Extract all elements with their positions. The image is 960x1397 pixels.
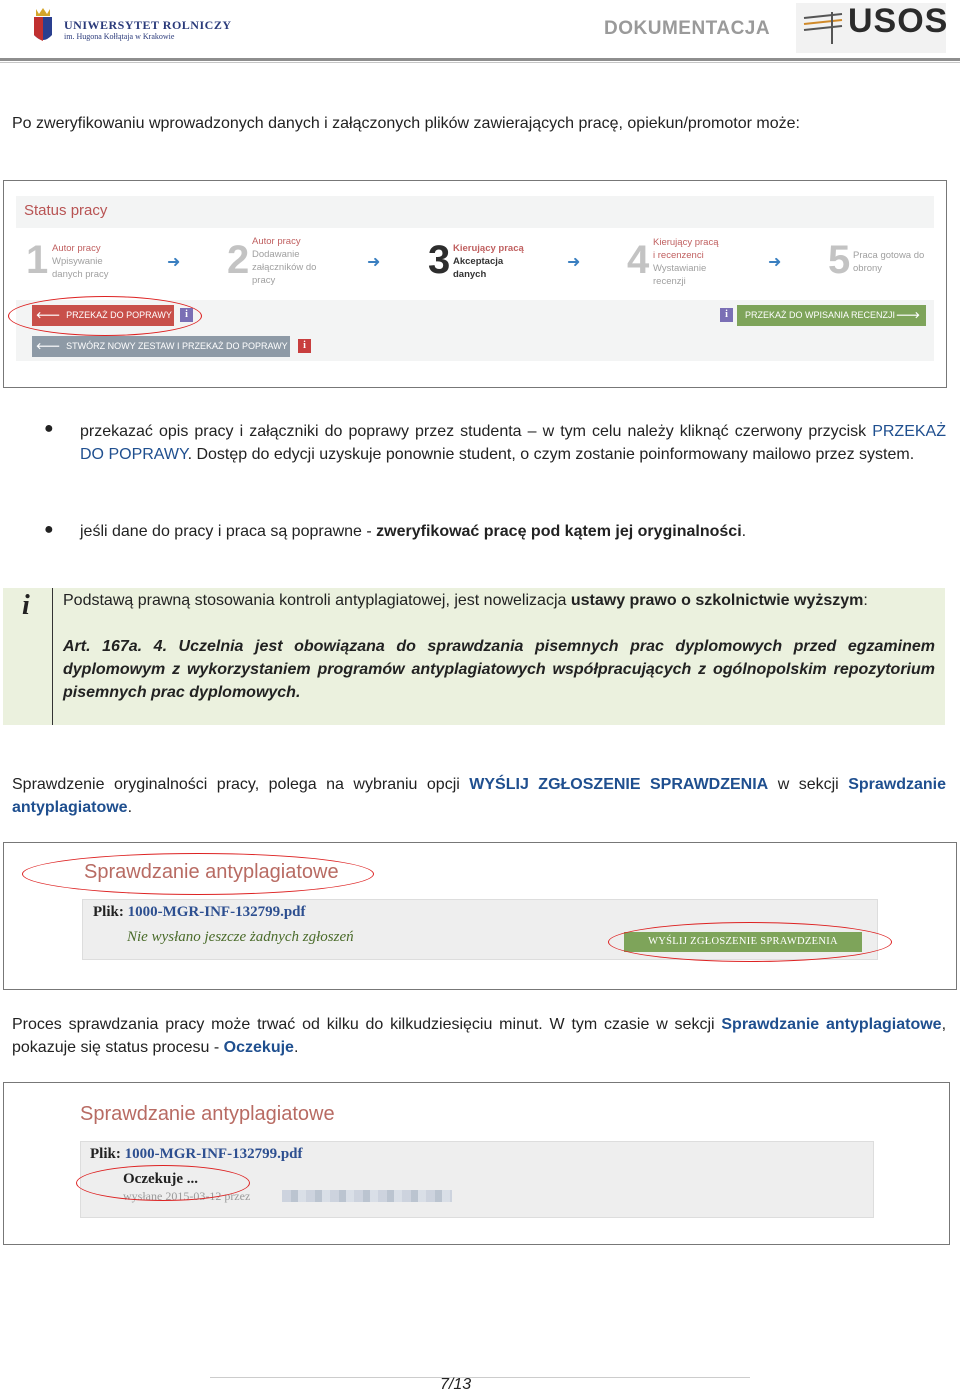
- bullet-verify-text: jeśli dane do pracy i praca są poprawne - zweryfikować pracę pod kątem jej oryginalności.: [80, 523, 747, 540]
- highlight-oval: [76, 1165, 250, 1201]
- send-check-request-button[interactable]: WYŚLIJ ZGŁOSZENIE SPRAWDZENIA: [624, 932, 862, 952]
- section-title: Sprawdzanie antyplagiatowe: [80, 1103, 335, 1125]
- step-label: Autor pracy Wpisywanie danych pracy: [52, 243, 109, 280]
- document-title: DOKUMENTACJA: [604, 18, 771, 39]
- info-icon[interactable]: i: [180, 308, 193, 322]
- step-number: 1: [26, 238, 49, 282]
- university-name: UNIWERSYTET ROLNICZY: [64, 18, 232, 32]
- bullet-dot: ●: [44, 420, 54, 437]
- file-line: Plik: 1000-MGR-INF-132799.pdf: [93, 904, 306, 920]
- status-panel-title: Status pracy: [24, 202, 108, 219]
- page-number: 7/13: [440, 1376, 472, 1393]
- arrow-left-icon: 🡐: [36, 310, 61, 320]
- info-icon: i: [22, 590, 30, 621]
- header-rule: [0, 58, 960, 61]
- send-to-review-button[interactable]: PRZEKAŻ DO WPISANIA RECENZJI 🡒: [737, 305, 926, 326]
- arrow-right-icon: 🡒: [895, 310, 920, 320]
- intro-paragraph: Po zweryfikowaniu wprowadzonych danych i załączonych plików zawierających pracę, opiekun/promotor może:: [12, 115, 800, 132]
- step-label: Kierujący pracą i recenzenci Wystawianie recenzji: [653, 237, 719, 287]
- return-for-correction-button[interactable]: 🡐 PRZEKAŻ DO POPRAWY: [32, 305, 174, 326]
- no-reports-note: Nie wysłano jeszcze żadnych zgłoszeń: [127, 929, 354, 945]
- bullet-dot: ●: [44, 521, 54, 538]
- info-divider: [52, 588, 53, 725]
- step-number: 2: [227, 238, 250, 282]
- university-subtitle: im. Hugona Kołłątaja w Krakowie: [64, 32, 175, 41]
- new-set-return-button[interactable]: 🡐 STWÓRZ NOWY ZESTAW I PRZEKAŻ DO POPRAWY: [32, 336, 290, 357]
- arrow-right-icon: ➜: [768, 254, 782, 271]
- send-check-paragraph: Sprawdzenie oryginalności pracy, polega na wybraniu opcji WYŚLIJ ZGŁOSZENIE SPRAWDZENIA w sekcji Sprawdzanie antyplagiatowe.: [12, 776, 946, 816]
- usos-logo-mark-icon: [802, 10, 846, 46]
- step-number: 4: [627, 238, 650, 282]
- file-line: Plik: 1000-MGR-INF-132799.pdf: [90, 1146, 303, 1162]
- step-number: 5: [828, 238, 851, 282]
- highlight-oval: [608, 922, 892, 962]
- info-icon[interactable]: i: [298, 339, 311, 353]
- sent-date: wysłane 2015-03-12 przez: [123, 1189, 251, 1203]
- arrow-right-icon: ➜: [567, 254, 581, 271]
- bullet-return-text: przekazać opis pracy i załączniki do poprawy przez studenta – w tym celu należy kliknąć czerwony przycisk PRZEKAŻ DO POPRAWY. Dostęp do edycji uzyskuje ponownie student, o czym zostanie poinformowany mailowo przez system.: [80, 423, 946, 463]
- highlight-oval: [8, 296, 202, 336]
- process-paragraph: Proces sprawdzania pracy może trwać od kilku do kilkudziesięciu minut. W tym czasie w sekcji Sprawdzanie antyplagiatowe, pokazuje się status procesu - Oczekuje.: [12, 1016, 947, 1056]
- step-label-active: Kierujący pracą Akceptacja danych: [453, 243, 524, 280]
- usos-logo-text: USOS: [848, 2, 949, 40]
- article-quote: Art. 167a. 4. Uczelnia jest obowiązana do sprawdzania pisemnych prac dyplomowych przed egzaminem dyplomowym z wykorzystaniem programów antyplagiatowych współpracujących z ogólnopolskim repozytorium pisemnych prac dyplomowych.: [63, 638, 935, 701]
- step-label: Autor pracy Dodawanie załączników do pracy: [252, 236, 317, 286]
- arrow-right-icon: ➜: [367, 254, 381, 271]
- university-crest-icon: [30, 5, 56, 47]
- step-label: Praca gotowa do obrony: [853, 250, 925, 274]
- arrow-left-icon: 🡐: [36, 341, 61, 351]
- legal-basis-text: Podstawą prawną stosowania kontroli antyplagiatowej, jest nowelizacja ustawy prawo o szkolnictwie wyższym:: [63, 592, 868, 609]
- step-number-active: 3: [428, 238, 451, 282]
- blurred-name: [282, 1190, 452, 1202]
- section-title: Sprawdzanie antyplagiatowe: [84, 861, 339, 883]
- header-rule-thin: [0, 62, 960, 63]
- footer-rule: [210, 1377, 750, 1378]
- status-waiting: Oczekuje ...: [123, 1171, 198, 1187]
- arrow-right-icon: ➜: [167, 254, 181, 271]
- highlight-oval: [22, 853, 374, 895]
- info-icon[interactable]: i: [720, 308, 733, 322]
